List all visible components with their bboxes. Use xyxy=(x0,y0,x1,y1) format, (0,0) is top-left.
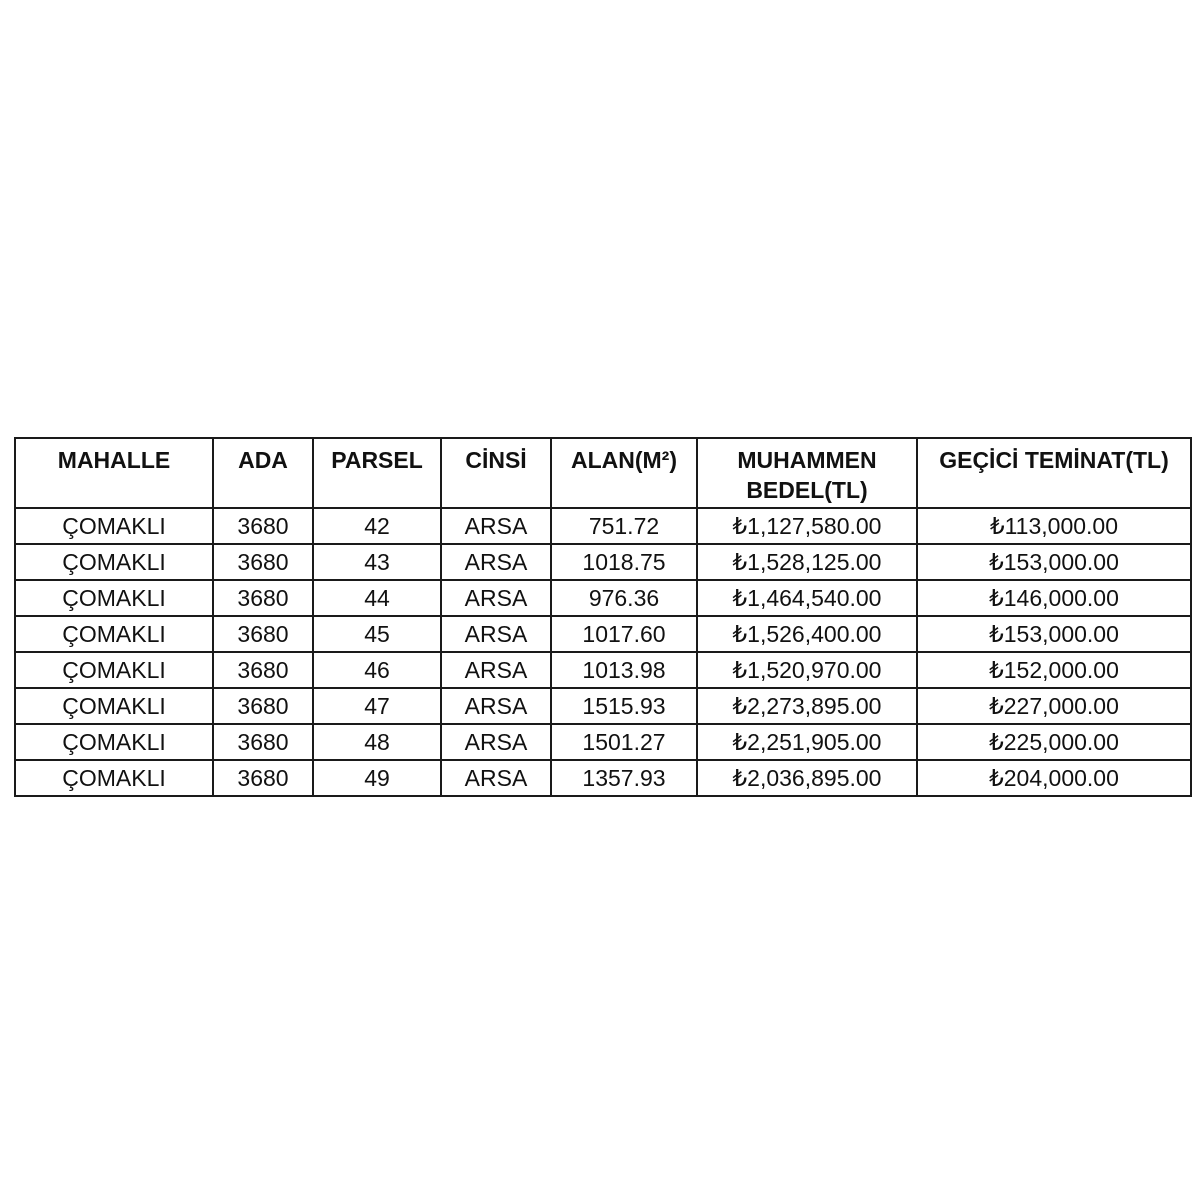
cell-mahalle: ÇOMAKLI xyxy=(15,760,213,796)
cell-alan: 1501.27 xyxy=(551,724,697,760)
cell-parsel: 48 xyxy=(313,724,441,760)
cell-ada: 3680 xyxy=(213,724,313,760)
cell-alan: 1357.93 xyxy=(551,760,697,796)
cell-cinsi: ARSA xyxy=(441,688,551,724)
table-row xyxy=(15,652,1191,688)
cell-cinsi: ARSA xyxy=(441,760,551,796)
cell-cinsi: ARSA xyxy=(441,616,551,652)
header-cinsi: CİNSİ xyxy=(441,438,551,508)
cell-mahalle: ÇOMAKLI xyxy=(15,580,213,616)
table-row xyxy=(15,616,1191,652)
header-mahalle: MAHALLE xyxy=(15,438,213,508)
cell-muhammen-bedel: ₺1,520,970.00 xyxy=(697,652,917,688)
table-row xyxy=(15,508,1191,544)
table-row xyxy=(15,544,1191,580)
cell-alan: 1515.93 xyxy=(551,688,697,724)
cell-gecici-teminat: ₺146,000.00 xyxy=(917,580,1191,616)
cell-parsel: 49 xyxy=(313,760,441,796)
cell-cinsi: ARSA xyxy=(441,580,551,616)
cell-alan: 751.72 xyxy=(551,508,697,544)
cell-parsel: 43 xyxy=(313,544,441,580)
cell-gecici-teminat: ₺153,000.00 xyxy=(917,544,1191,580)
cell-ada: 3680 xyxy=(213,544,313,580)
cell-mahalle: ÇOMAKLI xyxy=(15,616,213,652)
parcel-table xyxy=(14,437,1192,797)
cell-alan: 976.36 xyxy=(551,580,697,616)
header-muhammen-bedel: MUHAMMEN BEDEL(TL) xyxy=(697,438,917,508)
header-gecici-teminat: GEÇİCİ TEMİNAT(TL) xyxy=(917,438,1191,508)
cell-ada: 3680 xyxy=(213,652,313,688)
cell-parsel: 46 xyxy=(313,652,441,688)
cell-gecici-teminat: ₺113,000.00 xyxy=(917,508,1191,544)
cell-muhammen-bedel: ₺2,036,895.00 xyxy=(697,760,917,796)
table-row xyxy=(15,760,1191,796)
table-row xyxy=(15,724,1191,760)
cell-muhammen-bedel: ₺1,127,580.00 xyxy=(697,508,917,544)
cell-ada: 3680 xyxy=(213,688,313,724)
cell-alan: 1017.60 xyxy=(551,616,697,652)
cell-muhammen-bedel: ₺2,251,905.00 xyxy=(697,724,917,760)
cell-cinsi: ARSA xyxy=(441,724,551,760)
cell-ada: 3680 xyxy=(213,616,313,652)
cell-gecici-teminat: ₺225,000.00 xyxy=(917,724,1191,760)
cell-ada: 3680 xyxy=(213,760,313,796)
cell-gecici-teminat: ₺152,000.00 xyxy=(917,652,1191,688)
cell-alan: 1018.75 xyxy=(551,544,697,580)
cell-muhammen-bedel: ₺1,528,125.00 xyxy=(697,544,917,580)
header-parsel: PARSEL xyxy=(313,438,441,508)
cell-muhammen-bedel: ₺1,464,540.00 xyxy=(697,580,917,616)
header-alan: ALAN(M²) xyxy=(551,438,697,508)
cell-mahalle: ÇOMAKLI xyxy=(15,688,213,724)
cell-mahalle: ÇOMAKLI xyxy=(15,724,213,760)
cell-parsel: 44 xyxy=(313,580,441,616)
cell-mahalle: ÇOMAKLI xyxy=(15,508,213,544)
header-row xyxy=(15,438,1191,508)
cell-alan: 1013.98 xyxy=(551,652,697,688)
cell-muhammen-bedel: ₺1,526,400.00 xyxy=(697,616,917,652)
cell-parsel: 42 xyxy=(313,508,441,544)
table-row xyxy=(15,688,1191,724)
cell-cinsi: ARSA xyxy=(441,544,551,580)
table-row xyxy=(15,580,1191,616)
cell-ada: 3680 xyxy=(213,508,313,544)
header-ada: ADA xyxy=(213,438,313,508)
cell-gecici-teminat: ₺153,000.00 xyxy=(917,616,1191,652)
cell-mahalle: ÇOMAKLI xyxy=(15,544,213,580)
cell-gecici-teminat: ₺227,000.00 xyxy=(917,688,1191,724)
cell-mahalle: ÇOMAKLI xyxy=(15,652,213,688)
cell-cinsi: ARSA xyxy=(441,652,551,688)
cell-gecici-teminat: ₺204,000.00 xyxy=(917,760,1191,796)
cell-cinsi: ARSA xyxy=(441,508,551,544)
cell-ada: 3680 xyxy=(213,580,313,616)
cell-parsel: 45 xyxy=(313,616,441,652)
cell-muhammen-bedel: ₺2,273,895.00 xyxy=(697,688,917,724)
cell-parsel: 47 xyxy=(313,688,441,724)
